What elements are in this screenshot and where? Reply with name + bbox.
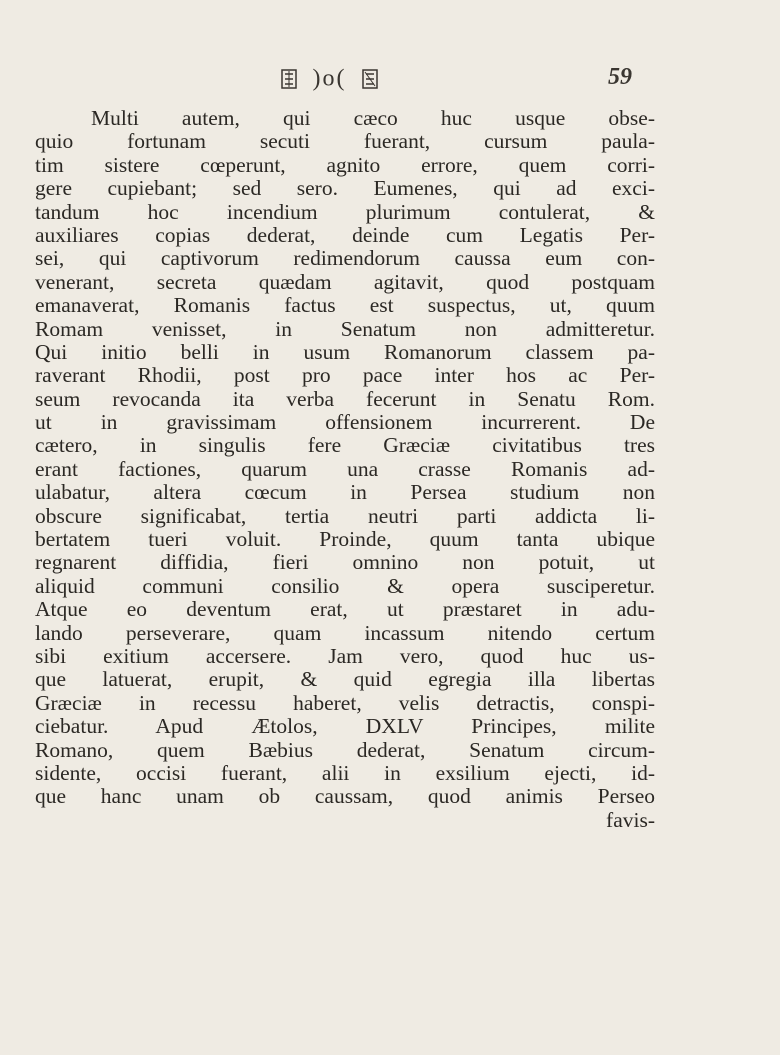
text-line: sei, qui captivorum redimendorum caussa eum con- [35, 246, 655, 271]
fleuron-right-icon [361, 68, 379, 90]
text-line: Romano, quem Bæbius dederat, Senatum circum- [35, 737, 655, 762]
text-line: auxiliares copias dederat, deinde cum Legatis Per- [35, 222, 655, 247]
text-line: seum revocanda ita verba fecerunt in Senatu Rom. [35, 386, 655, 411]
text-line: ulabatur, altera cœcum in Persea studium non [35, 480, 655, 505]
text-line: emanaverat, Romanis factus est suspectus, ut, quum [35, 293, 655, 318]
ornament-center: )o( [312, 65, 347, 92]
catchword: favis- [606, 807, 655, 832]
text-line: regnarent diffidia, fieri omnino non potuit, ut [35, 550, 655, 575]
text-line: aliquid communi consilio & opera susciperetur. [35, 573, 655, 598]
text-line: Multi autem, qui cæco huc usque obse- [91, 106, 655, 130]
text-line: ciebatur. Apud Ætolos, DXLV Principes, milite [35, 714, 655, 739]
text-line: tim sistere cœperunt, agnito errore, quem corri- [35, 152, 655, 177]
text-line: Romam venisset, in Senatum non admitteretur. [35, 316, 655, 341]
text-line: Qui initio belli in usum Romanorum classem pa- [35, 339, 655, 364]
page-number: 59 [608, 64, 632, 90]
text-line: ut in gravissimam offensionem incurrerent. De [35, 410, 655, 435]
text-line: Atque eo deventum erat, ut præstaret in adu- [35, 597, 655, 622]
text-line: sibi exitium accersere. Jam vero, quod huc us- [35, 643, 655, 668]
header-ornament [274, 62, 385, 93]
text-line: gere cupiebant; sed sero. Eumenes, qui ad exci- [35, 176, 655, 201]
text-line: que hanc unam ob caussam, quod animis Perseo [35, 784, 655, 809]
fleuron-left-icon [280, 68, 298, 90]
body-text [35, 107, 655, 832]
text-line: venerant, secreta quædam agitavit, quod postquam [35, 269, 655, 294]
text-line: erant factiones, quarum una crasse Romanis ad- [35, 456, 655, 481]
text-line: lando perseverare, quam incassum nitendo certum [35, 620, 655, 645]
text-line: que latuerat, erupit, & quid egregia illa libertas [35, 667, 655, 692]
page-header [36, 62, 656, 102]
text-line: quio fortunam secuti fuerant, cursum paula- [35, 129, 655, 154]
text-line: cætero, in singulis fere Græciæ civitatibus tres [35, 433, 655, 458]
text-line: Græciæ in recessu haberet, velis detractis, conspi- [35, 690, 655, 715]
text-line: obscure significabat, tertia neutri parti addicta li- [35, 503, 655, 528]
text-line: tandum hoc incendium plurimum contulerat, & [35, 199, 655, 224]
text-line: bertatem tueri voluit. Proinde, quum tanta ubique [35, 527, 655, 552]
text-line: raverant Rhodii, post pro pace inter hos ac Per- [35, 363, 655, 388]
text-line: sidente, occisi fuerant, alii in exsilium ejecti, id- [35, 760, 655, 785]
